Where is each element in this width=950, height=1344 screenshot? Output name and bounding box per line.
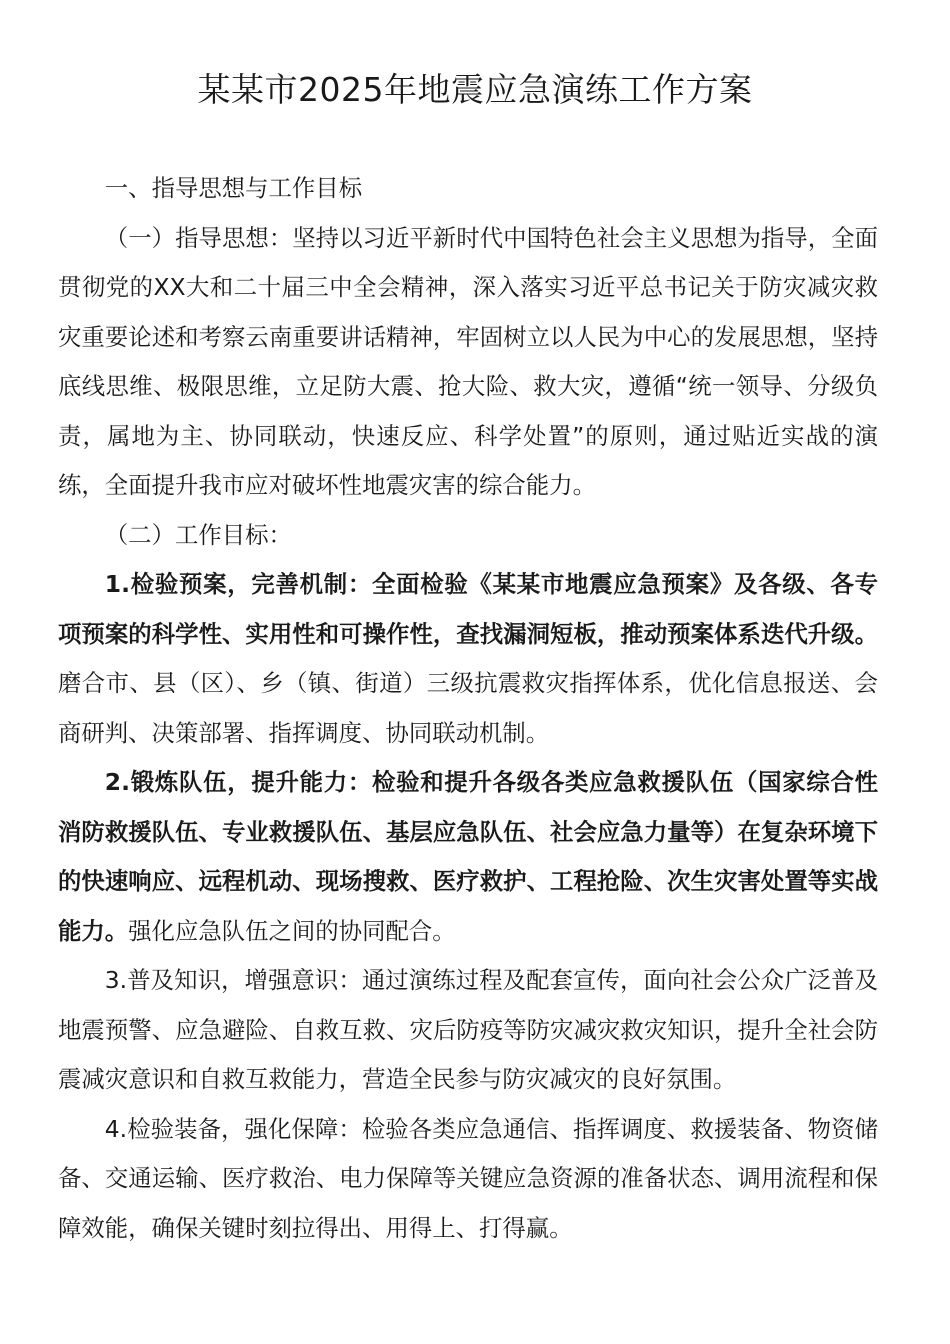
goal-2-text: 强化应急队伍之间的协同配合。: [128, 916, 456, 945]
document-body: [58, 164, 878, 1253]
section-heading-guiding-and-goals: 一、指导思想与工作目标: [104, 174, 363, 202]
paragraph-goals-heading: （二）工作目标：: [104, 520, 292, 549]
goal-2-bold-text: 2.锻炼队伍，提升能力：检验和提升各级各类应急救援队伍（国家综合性消防救援队伍、专业救援队伍、基层应急队伍、社会应急力量等）在复杂环境下的快速响应、远程机动、现场搜救、医疗救护、工程抢险、次生灾害处置等实战能力。: [58, 768, 878, 945]
paragraph-guiding-thought: （一）指导思想：坚持以习近平新时代中国特色社会主义思想为指导，全面贯彻党的XX大和二十届三中全会精神，深入落实习近平总书记关于防灾减灾救灾重要论述和考察云南重要讲话精神，牢固树立以人民为中心的发展思想，坚持底线思维、极限思维，立足防大震、抢大险、救大灾，遵循“统一领导、分级负责，属地为主、协同联动，快速反应、科学处置”的原则，通过贴近实战的演练，全面提升我市应对破坏性地震灾害的综合能力。: [58, 223, 878, 499]
paragraph-goal-4: 4.检验装备，强化保障：检验各类应急通信、指挥调度、救援装备、物资储备、交通运输、医疗救治、电力保障等关键应急资源的准备状态、调用流程和保障效能，确保关键时刻拉得出、用得上、打得赢。: [58, 1114, 878, 1242]
goal-1-bold-text: 1.检验预案，完善机制：全面检验《某某市地震应急预案》及各级、各专项预案的科学性、实用性和可操作性，查找漏洞短板，推动预案体系迭代升级。: [58, 570, 878, 648]
document-title: 某某市2025年地震应急演练工作方案: [197, 70, 753, 109]
paragraph-goal-1: [58, 560, 878, 758]
goal-1-text: 磨合市、县（区）、乡（镇、街道）三级抗震救灾指挥体系，优化信息报送、会商研判、决策部署、指挥调度、协同联动机制。: [58, 669, 878, 747]
paragraph-goal-2: [58, 758, 878, 956]
paragraph-goal-3: 3.普及知识，增强意识：通过演练过程及配套宣传，面向社会公众广泛普及地震预警、应急避险、自救互救、灾后防疫等防灾减灾救灾知识，提升全社会防震减灾意识和自救互救能力，营造全民参与防灾减灾的良好氛围。: [58, 966, 878, 1093]
